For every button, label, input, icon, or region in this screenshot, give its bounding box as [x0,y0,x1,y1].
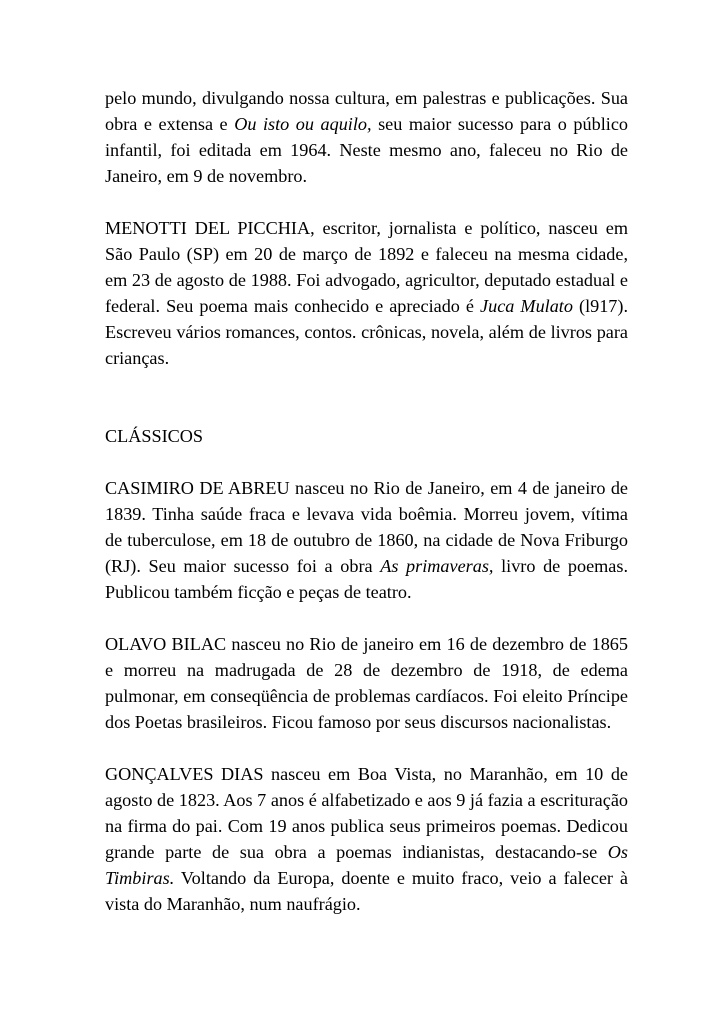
book-title: Ou isto ou aquilo, [234,114,372,134]
text-run: (l917). Escreveu vários romances, contos. crônicas, novela, além de livros para crianças. [105,296,629,368]
text-run: MENOTTI DEL PICCHIA, escritor, jornalista e político, nasceu em São Paulo (SP) em 20 de março de 1892 e faleceu na mesma cidade, em 23 de agosto de 1988. Foi advogado, agricultor, deputado estadual e federal. Seu poema mais conhecido e apreciado é [105,218,628,316]
text-run: GONÇALVES DIAS nasceu em Boa Vista, no Maranhão, em 10 de agosto de 1823. Aos 7 anos é alfabetizado e aos 9 já fazia a escrituração na firma do pai. Com 19 anos publica seus primeiros poemas. Dedicou grande parte de sua obra a poemas indianistas, destacando-se [105,764,628,862]
book-title: As primaveras, [380,556,494,576]
paragraph-goncalves-dias [105,761,628,917]
section-heading-classicos [105,423,628,449]
text-run: CASIMIRO DE ABREU nasceu no Rio de Janeiro, em 4 de janeiro de 1839. Tinha saúde fraca e levava vida boêmia. Morreu jovem, vítima de tuberculose, em 18 de outubro de 1860, na cidade de Nova Friburgo (RJ). Seu maior sucesso foi a obra [105,478,628,576]
paragraph-olavo-bilac [105,631,628,735]
paragraph-continuation [105,85,628,189]
text-run: OLAVO BILAC nasceu no Rio de janeiro em 16 de dezembro de 1865 e morreu na madrugada de 28 de dezembro de 1918, de edema pulmonar, em conseqüência de problemas cardíacos. Foi eleito Príncipe dos Poetas brasileiros. Ficou famoso por seus discursos nacionalistas. [105,634,628,732]
text-run: livro de poemas. Publicou também ficção e peças de teatro. [105,556,628,602]
text-run: Voltando da Europa, doente e muito fraco, veio a falecer à vista do Maranhão, num naufrágio. [105,868,628,914]
book-title: Juca Mulato [480,296,573,316]
paragraph-casimiro-de-abreu [105,475,628,605]
text-run: seu maior sucesso para o público infantil, foi editada em 1964. Neste mesmo ano, faleceu no Rio de Janeiro, em 9 de novembro. [105,114,628,186]
document-page [105,85,628,943]
text-run: pelo mundo, divulgando nossa cultura, em palestras e publicações. Sua obra e extensa e [105,88,628,134]
heading-text: CLÁSSICOS [105,426,204,446]
blank-line [105,397,628,423]
paragraph-menotti-del-picchia [105,215,628,371]
book-title: Os Timbiras. [105,842,628,888]
